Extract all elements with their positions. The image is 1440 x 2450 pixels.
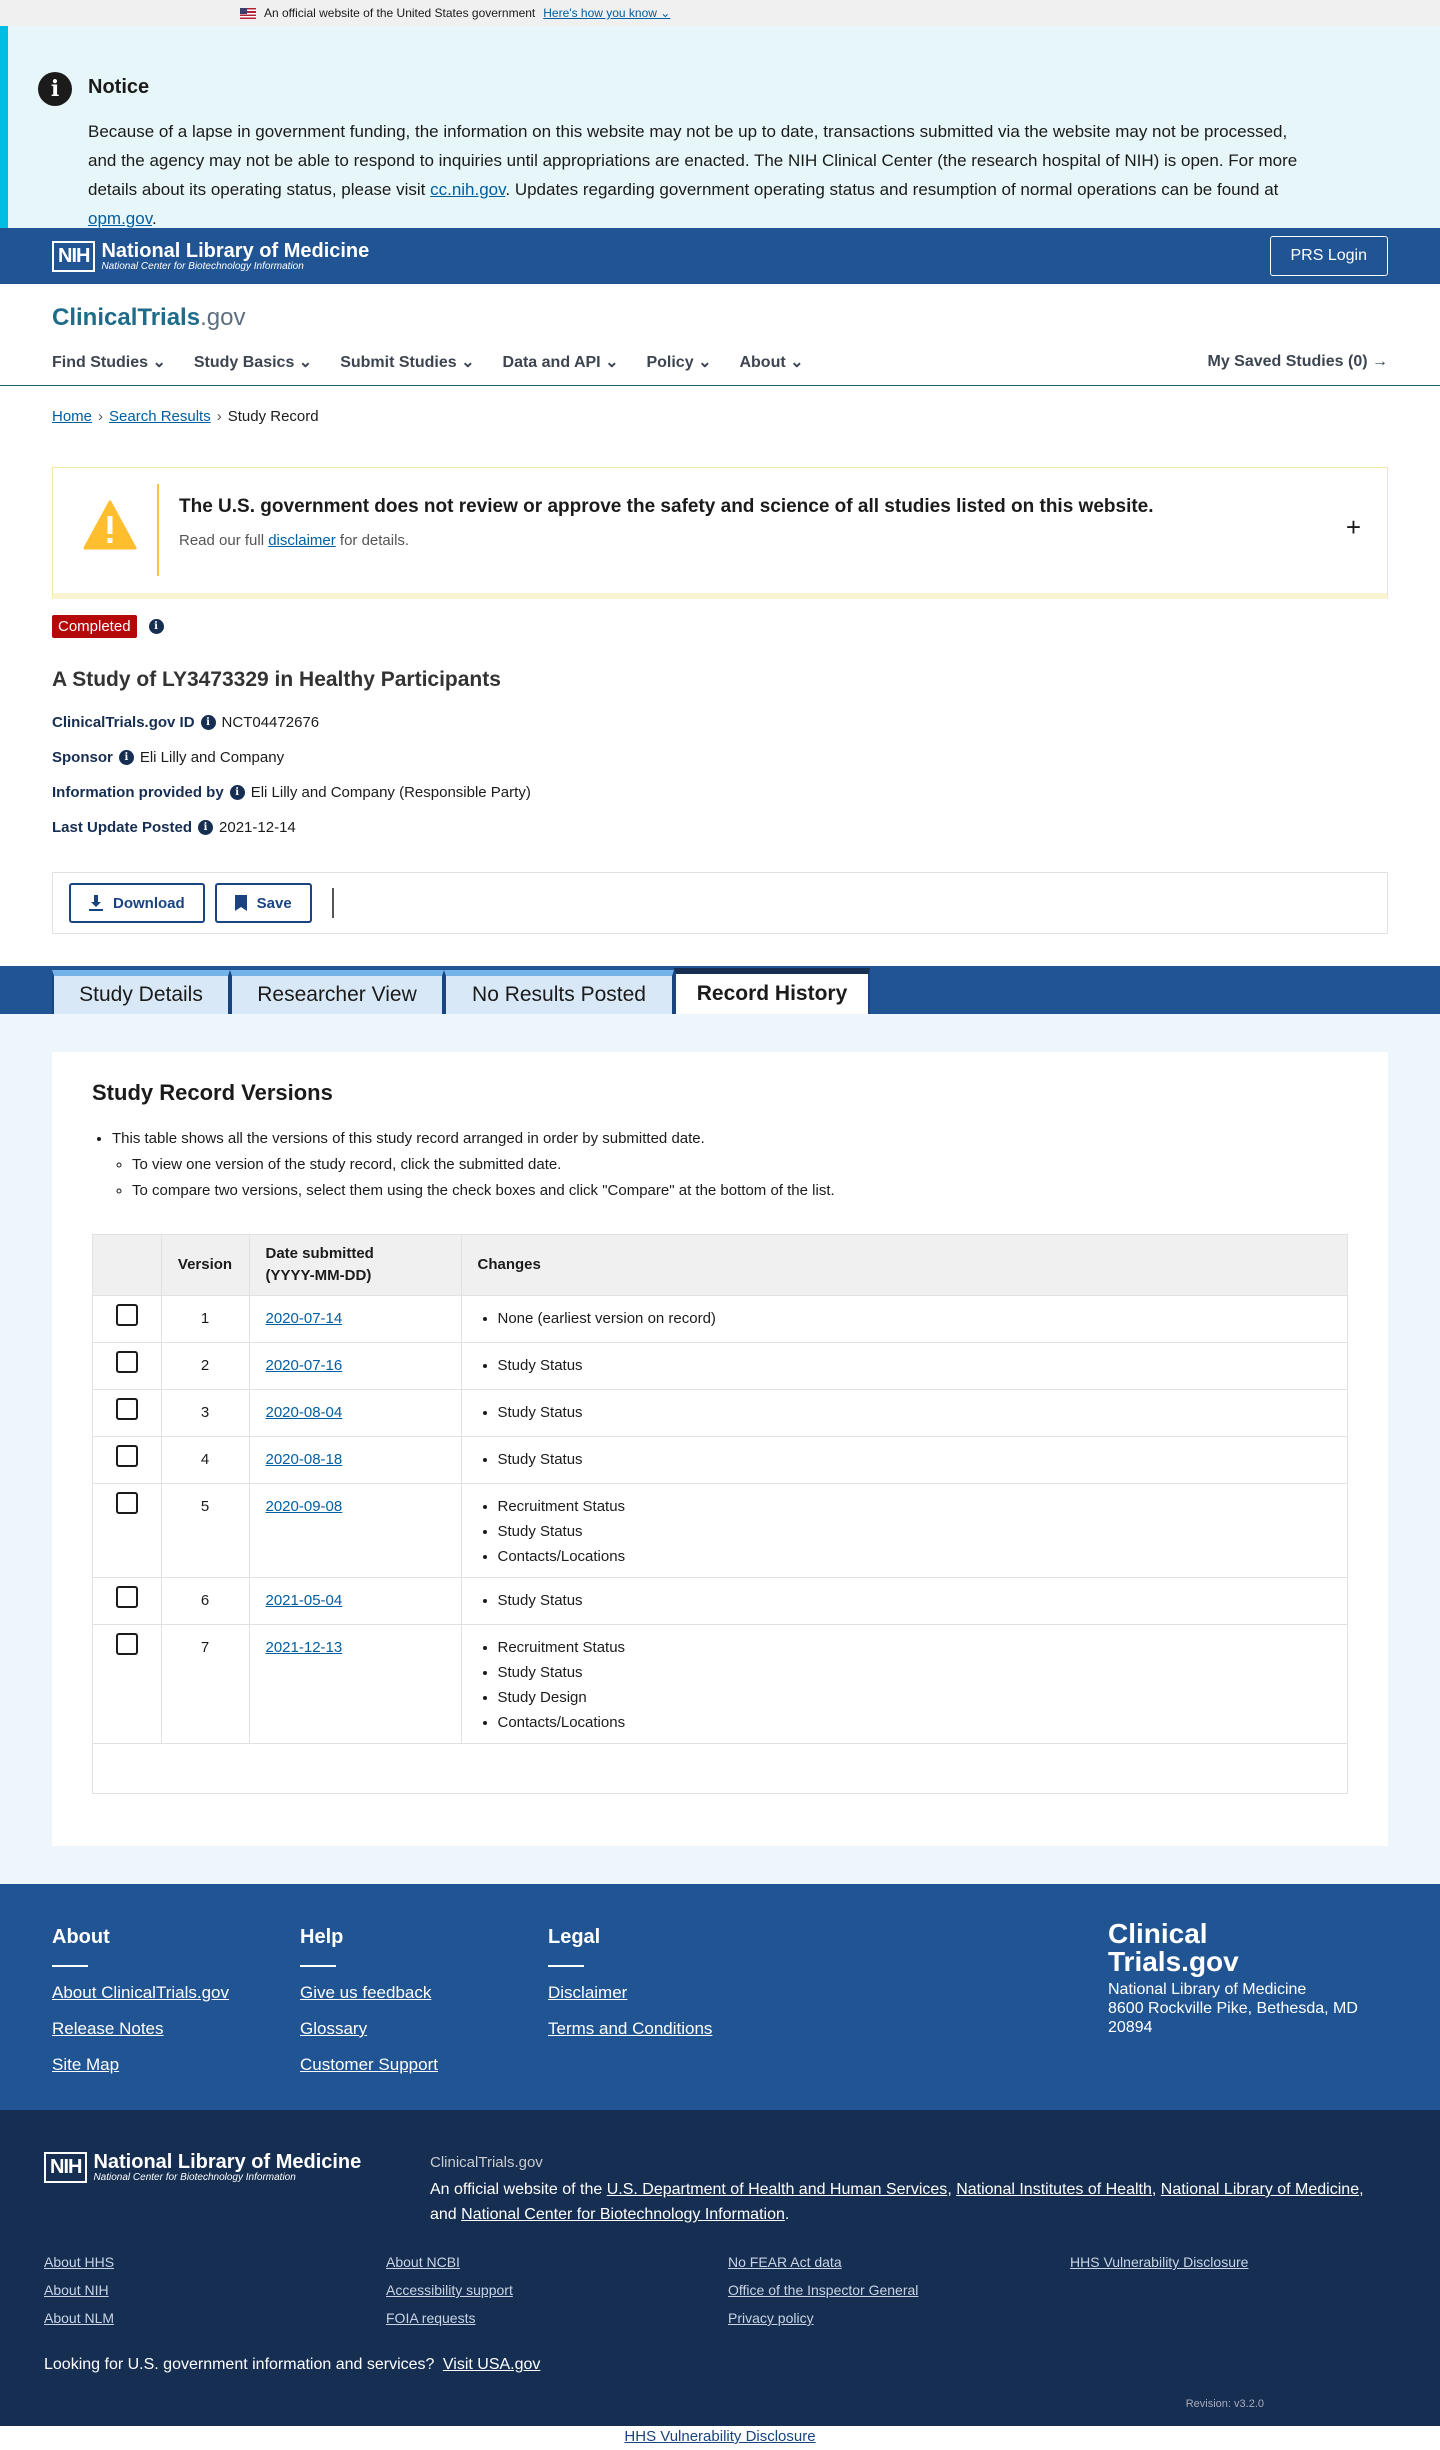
nav-find-studies[interactable]: Find Studies ⌄ (52, 354, 166, 371)
version-date-link[interactable]: 2021-12-13 (265, 1639, 343, 1656)
how-you-know-link[interactable]: Here's how you know ⌄ (543, 6, 671, 20)
usa-gov-row (44, 2356, 540, 2374)
version-date-link[interactable]: 2020-08-04 (265, 1404, 343, 1421)
nav-about[interactable]: About ⌄ (739, 354, 804, 371)
my-saved-studies-link[interactable]: My Saved Studies (0) → (1207, 353, 1388, 370)
change-item: • Study Status (498, 1660, 1332, 1685)
official-website-statement: ClinicalTrials.gov An official website of the U.S. Department of Health and Human Services, National Institutes of Health, National Library of Medicine, and National Center for Biotechnology Information. (430, 2150, 1390, 2227)
sponsor-value: Eli Lilly and Company (139, 749, 285, 766)
shutdown-notice (0, 26, 1440, 228)
footer-link-about-ct[interactable]: About ClinicalTrials.gov (52, 1983, 229, 2002)
version-number: 6 (161, 1578, 249, 1625)
nih-logo: NIH (52, 241, 95, 272)
study-id-value: NCT04472676 (221, 714, 320, 731)
footer-link-disclaimer[interactable]: Disclaimer (548, 1983, 628, 2002)
nav-study-basics[interactable]: Study Basics ⌄ (193, 354, 313, 371)
study-id-row (52, 714, 1388, 731)
revision-label: Revision: v3.2.0 (1185, 2398, 1264, 2410)
plus-icon[interactable]: + (1345, 512, 1361, 542)
change-item: • Study Design (498, 1685, 1332, 1710)
footer-link-feedback[interactable]: Give us feedback (300, 1983, 432, 2002)
footer-about-column (52, 1926, 229, 2091)
footer-nlm-logo[interactable] (44, 2152, 361, 2183)
versions-table (93, 1235, 1347, 1762)
footer-legal-column (548, 1926, 712, 2055)
date-header: Date submitted (YYYY-MM-DD) (249, 1235, 461, 1296)
breadcrumb-current: Study Record (227, 408, 319, 425)
version-checkbox[interactable] (116, 1586, 138, 1608)
version-date-link[interactable]: 2020-09-08 (265, 1498, 343, 1515)
nlm-name: National Library of Medicine (93, 2151, 362, 2173)
changes-header: Changes (461, 1235, 1347, 1296)
footer-link-support[interactable]: Customer Support (300, 2055, 438, 2074)
info-icon[interactable]: i (119, 750, 134, 765)
change-item: • Study Status (498, 1353, 1332, 1378)
version-checkbox[interactable] (116, 1304, 138, 1326)
study-tabs (0, 966, 1440, 1014)
footer-address: National Library of Medicine 8600 Rockville Pike, Bethesda, MD 20894 (1108, 1981, 1358, 2036)
nav-submit-studies[interactable]: Submit Studies ⌄ (340, 354, 475, 371)
table-row (93, 1390, 1347, 1437)
sponsor-row (52, 749, 1388, 766)
footer-divider (300, 1965, 336, 1967)
info-icon[interactable]: i (201, 715, 216, 730)
footer-divider (52, 1965, 88, 1967)
table-row (93, 1484, 1347, 1578)
chevron-down-icon: ⌄ (698, 354, 712, 371)
us-flag-icon (240, 8, 256, 19)
prs-login-button[interactable]: PRS Login (1270, 236, 1389, 276)
breadcrumb-search-results[interactable]: Search Results (109, 408, 211, 425)
site-footer (0, 1884, 1440, 2110)
versions-table-wrapper (92, 1234, 1348, 1794)
nav-policy[interactable]: Policy ⌄ (646, 354, 712, 371)
table-header-row (93, 1235, 1347, 1296)
bottom-bar (0, 2426, 1440, 2445)
info-icon[interactable]: i (198, 820, 213, 835)
site-header (0, 284, 1440, 386)
usa-gov-text: Looking for U.S. government information and services? (44, 2356, 435, 2373)
nih-logo: NIH (44, 2152, 87, 2183)
instruction-item: ◦ To view one version of the study record, click the submitted date. (132, 1152, 1348, 1178)
footer-link-release-notes[interactable]: Release Notes (52, 2019, 164, 2038)
chevron-down-icon: ⌄ (660, 6, 671, 20)
footer-site-name: ClinicalTrials.gov (430, 2154, 543, 2171)
notice-text: Because of a lapse in government funding, the information on this website may not be up to date, transactions submitted via the website may not be processed, and the agency may not be able to respond to inquiries until appropriations are enacted. The NIH Clinical Center (the research hospital of NIH) is open. For more details about its operating status, please visit cc.nih.gov. Updates regarding government operating status and resumption of normal operations can be found at opm.gov. (88, 122, 1298, 228)
table-row (93, 1578, 1347, 1625)
arrow-right-icon: → (1372, 353, 1388, 370)
table-row (93, 1343, 1347, 1390)
footer-help-column (300, 1926, 438, 2091)
footer-link-site-map[interactable]: Site Map (52, 2055, 120, 2074)
last-update-value: 2021-12-14 (219, 819, 296, 836)
status-badge: Completed (52, 615, 137, 638)
footer-divider (548, 1965, 584, 1967)
actions-divider (332, 888, 334, 918)
info-icon[interactable]: i (230, 785, 245, 800)
change-item: • Study Status (498, 1588, 1332, 1613)
bottom-vulnerability-link[interactable]: HHS Vulnerability Disclosure (624, 2428, 816, 2445)
provided-by-value: Eli Lilly and Company (Responsible Party) (250, 784, 531, 801)
provided-by-row (52, 784, 1388, 801)
save-button[interactable]: Save (215, 883, 312, 923)
nav-data-api[interactable]: Data and API ⌄ (502, 354, 619, 371)
download-button[interactable]: Download (69, 883, 205, 923)
hhs-link[interactable]: U.S. Department of Health and Human Services (606, 2181, 948, 2198)
about-hhs-link[interactable]: About HHS (44, 2254, 115, 2270)
change-item: • None (earliest version on record) (498, 1306, 1332, 1331)
cc-nih-link[interactable]: cc.nih.gov (430, 180, 506, 199)
study-summary (0, 599, 1440, 836)
about-ncbi-link[interactable]: About NCBI (386, 2254, 460, 2270)
footer-links-col2 (386, 2254, 513, 2338)
change-item: • Contacts/Locations (498, 1544, 1332, 1569)
warning-icon (83, 500, 133, 550)
change-item: • Contacts/Locations (498, 1710, 1332, 1735)
disclaimer-divider (157, 484, 159, 576)
version-date-link[interactable]: 2021-05-04 (265, 1592, 343, 1609)
change-item: • Study Status (498, 1400, 1332, 1425)
table-row (93, 1296, 1347, 1343)
version-number: 5 (161, 1484, 249, 1578)
tab-record-history[interactable]: Record History (674, 968, 870, 1014)
ncbi-link[interactable]: National Center for Biotechnology Information (461, 2206, 785, 2223)
version-number: 7 (161, 1625, 249, 1744)
version-number: 2 (161, 1343, 249, 1390)
footer-links-col4 (1070, 2254, 1248, 2282)
instruction-item: • This table shows all the versions of this study record arranged in order by submitted date. ◦ To view one version of the study record, click the submitted date. ◦ To compare two versions, select them using the check boxes and click "Compare" at the bottom of the list. (112, 1126, 1348, 1204)
version-date-link[interactable]: 2020-07-16 (265, 1357, 343, 1374)
accessibility-link[interactable]: Accessibility support (386, 2282, 513, 2298)
footer-links-col1 (44, 2254, 114, 2338)
change-item: • Recruitment Status (498, 1494, 1332, 1519)
version-number: 1 (161, 1296, 249, 1343)
study-id-label: ClinicalTrials.gov ID (52, 714, 195, 731)
record-history-section (0, 1014, 1440, 1884)
versions-instructions (112, 1126, 1348, 1204)
footer-help-title: Help (300, 1926, 344, 1948)
nih-link[interactable]: National Institutes of Health (956, 2181, 1152, 2198)
foia-link[interactable]: FOIA requests (386, 2310, 476, 2326)
chevron-down-icon: ⌄ (790, 354, 804, 371)
chevron-down-icon: ⌄ (298, 354, 313, 371)
version-checkbox[interactable] (116, 1445, 138, 1467)
tab-researcher-view[interactable]: Researcher View (230, 970, 444, 1014)
version-header: Version (161, 1235, 249, 1296)
notice-title: Notice (88, 76, 150, 98)
breadcrumb: Home › Search Results › Study Record (52, 408, 319, 425)
bookmark-icon (235, 895, 247, 911)
footer-link-terms[interactable]: Terms and Conditions (548, 2019, 713, 2038)
actions-bar (52, 872, 1388, 934)
nlm-header (0, 228, 1440, 284)
disclaimer-text: Read our full disclaimer for details. (179, 532, 410, 549)
sponsor-label: Sponsor (52, 749, 113, 766)
chevron-down-icon: ⌄ (461, 354, 475, 371)
about-nih-link[interactable]: About NIH (44, 2282, 109, 2298)
table-row-empty (93, 1744, 1347, 1763)
disclaimer-link[interactable]: disclaimer (268, 532, 336, 549)
nlm-name: National Library of Medicine (101, 239, 370, 262)
info-icon: i (38, 72, 72, 106)
clinicaltrials-logo[interactable]: ClinicalTrials.gov (52, 304, 246, 331)
version-checkbox[interactable] (116, 1398, 138, 1420)
opm-link[interactable]: opm.gov (88, 209, 152, 228)
version-date-link[interactable]: 2020-08-18 (265, 1451, 343, 1468)
checkbox-header (93, 1235, 161, 1296)
tab-study-details[interactable]: Study Details (52, 970, 230, 1014)
nlm-logo[interactable] (52, 241, 369, 272)
footer-brand (1108, 1920, 1388, 2037)
versions-title: Study Record Versions (92, 1080, 333, 1105)
change-item: • Study Status (498, 1447, 1332, 1472)
table-row (93, 1625, 1347, 1744)
tab-no-results-posted[interactable]: No Results Posted (444, 970, 674, 1014)
version-checkbox[interactable] (116, 1633, 138, 1655)
version-checkbox[interactable] (116, 1351, 138, 1373)
agency-footer (0, 2110, 1440, 2426)
nlm-link[interactable]: National Library of Medicine (1160, 2181, 1360, 2198)
inspector-general-link[interactable]: Office of the Inspector General (728, 2282, 919, 2298)
footer-legal-title: Legal (548, 1926, 601, 1948)
about-nlm-link[interactable]: About NLM (44, 2310, 115, 2326)
footer-links-col3 (728, 2254, 918, 2338)
main-nav (52, 352, 1388, 372)
info-icon[interactable]: i (149, 619, 164, 634)
footer-about-title: About (52, 1926, 110, 1948)
versions-card (52, 1052, 1388, 1846)
breadcrumb-home[interactable]: Home (52, 408, 93, 425)
ncbi-name: National Center for Biotechnology Information (93, 2172, 296, 2183)
gov-banner-text: An official website of the United States government (264, 6, 536, 20)
hhs-vulnerability-link[interactable]: HHS Vulnerability Disclosure (1070, 2254, 1249, 2270)
version-date-link[interactable]: 2020-07-14 (265, 1310, 343, 1327)
no-fear-link[interactable]: No FEAR Act data (728, 2254, 842, 2270)
chevron-down-icon: ⌄ (152, 354, 166, 371)
provided-by-label: Information provided by (52, 784, 224, 801)
table-row (93, 1437, 1347, 1484)
footer-link-glossary[interactable]: Glossary (300, 2019, 368, 2038)
last-update-label: Last Update Posted (52, 819, 193, 836)
download-icon (89, 895, 103, 911)
ncbi-name: National Center for Biotechnology Information (101, 260, 304, 272)
change-item: • Recruitment Status (498, 1635, 1332, 1660)
privacy-policy-link[interactable]: Privacy policy (728, 2310, 814, 2326)
gov-banner (0, 0, 1440, 26)
usa-gov-link[interactable]: Visit USA.gov (442, 2356, 541, 2373)
study-title: A Study of LY3473329 in Healthy Participants (52, 668, 501, 691)
disclaimer-alert (52, 467, 1388, 599)
chevron-down-icon: ⌄ (605, 354, 619, 371)
version-number: 4 (161, 1437, 249, 1484)
version-checkbox[interactable] (116, 1492, 138, 1514)
version-number: 3 (161, 1390, 249, 1437)
footer-logo[interactable]: Clinical Trials.gov (1108, 1918, 1239, 1977)
last-update-row (52, 819, 1388, 836)
instruction-item: ◦ To compare two versions, select them using the check boxes and click "Compare" at the bottom of the list. (132, 1178, 1348, 1204)
change-item: • Study Status (498, 1519, 1332, 1544)
disclaimer-title: The U.S. government does not review or approve the safety and science of all studies listed on this website. (179, 496, 1154, 517)
